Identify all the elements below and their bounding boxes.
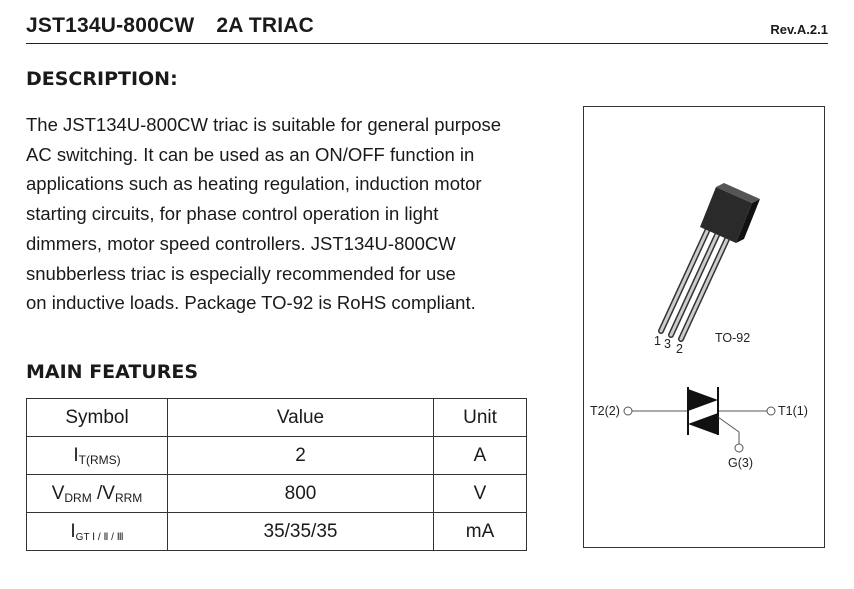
- pin-label-2: 2: [676, 342, 683, 356]
- unit-cell: V: [434, 475, 527, 513]
- table-row: [27, 437, 527, 475]
- description-line: applications such as heating regulation, induction motor: [26, 173, 482, 195]
- symbol-subscript: RRM: [114, 490, 143, 505]
- triac-symbol-icon: [624, 387, 775, 452]
- description-line: starting circuits, for phase control operation in light: [26, 203, 439, 225]
- description-line: on inductive loads. Package TO-92 is RoHS compliant.: [26, 292, 476, 314]
- symbol-main: V: [51, 482, 65, 504]
- package-label: TO-92: [715, 331, 751, 345]
- symbol-main: I: [70, 520, 76, 542]
- to92-package-icon: [661, 183, 760, 339]
- table-row: [27, 475, 527, 513]
- symbol-subscript: GT Ⅰ / Ⅱ / Ⅲ: [75, 531, 124, 543]
- header-title: [26, 14, 314, 38]
- unit-cell: mA: [434, 513, 527, 551]
- symbol-cell: [27, 437, 168, 475]
- figure-graphics: [584, 107, 826, 549]
- unit-cell: A: [434, 437, 527, 475]
- symbol-cell: [27, 475, 168, 513]
- column-header-value: Value: [168, 399, 434, 437]
- description-line: snubberless triac is especially recommended for use: [26, 262, 456, 284]
- revision-label: Rev.A.2.1: [770, 22, 828, 37]
- terminal-gate-label: G(3): [728, 456, 753, 470]
- terminal-t2-label: T2(2): [590, 404, 620, 418]
- symbol-separator: /V: [91, 482, 115, 504]
- terminal-t1-label: T1(1): [778, 404, 808, 418]
- features-heading: MAIN FEATURES: [26, 361, 199, 383]
- value-cell: 35/35/35: [168, 513, 434, 551]
- pin-label-1: 1: [654, 334, 661, 348]
- description-line: The JST134U-800CW triac is suitable for general purpose: [26, 114, 502, 135]
- part-type: 2A TRIAC: [216, 14, 315, 37]
- description-line: dimmers, motor speed controllers. JST134U-800CW: [26, 232, 456, 254]
- description-heading: DESCRIPTION:: [26, 68, 178, 90]
- symbol-subscript: DRM: [64, 490, 92, 505]
- header-divider: [26, 43, 828, 44]
- symbol-cell: [27, 513, 168, 551]
- table-header-row: [27, 399, 527, 437]
- column-header-symbol: Symbol: [27, 399, 168, 437]
- description-text: [26, 110, 566, 318]
- features-table: [26, 398, 527, 551]
- pin-label-3: 3: [664, 337, 671, 351]
- value-cell: 800: [168, 475, 434, 513]
- table-row: [27, 513, 527, 551]
- value-cell: 2: [168, 437, 434, 475]
- column-header-unit: Unit: [434, 399, 527, 437]
- symbol-main: I: [73, 444, 79, 466]
- part-number: JST134U-800CW: [26, 14, 195, 37]
- description-line: AC switching. It can be used as an ON/OFF function in: [26, 143, 475, 165]
- symbol-subscript: T(RMS): [78, 452, 121, 467]
- package-figure-box: [583, 106, 825, 548]
